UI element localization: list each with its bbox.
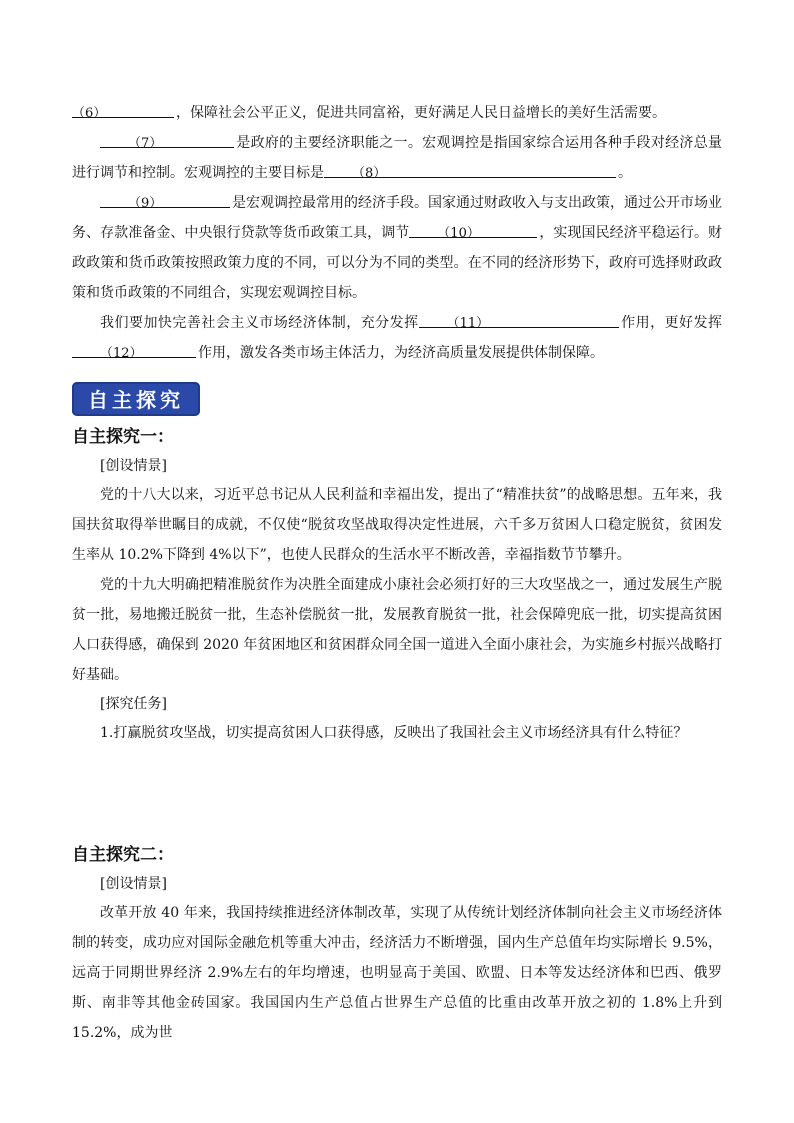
answer-blank-7[interactable]: （7） xyxy=(100,128,234,148)
section-2-heading: 自主探究二： xyxy=(72,845,174,865)
fill-paragraph-1: （6） ，保障社会公平正义，促进共同富裕，更好满足人民日益增长的美好生活需要。 xyxy=(72,98,722,128)
fill-paragraph-2: （7） 是政府的主要经济职能之一。宏观调控是指国家综合运用各种手段对经济总量进行调节和控制。宏观调控的主要目标是 （8） 。 xyxy=(72,128,722,188)
section-1-scene-label: [创设情景] xyxy=(100,458,167,474)
section-1-task-1: 1.打赢脱贫攻坚战，切实提高贫困人口获得感，反映出了我国社会主义市场经济具有什么特征？ xyxy=(100,725,688,741)
section-1-para-2: 党的十九大明确把精准脱贫作为决胜全面建成小康社会必须打好的三大攻坚战之一，通过发展生产脱贫一批，易地搬迁脱贫一批，生态补偿脱贫一批，发展教育脱贫一批，社会保障兜底一批，切实提高贫困人口获得感，确保到 2020 年贫困地区和贫困群众同全国一道进入全面小康社会，为实施乡村振兴战略打好基础。 xyxy=(72,577,722,683)
section-1-task-label: [探究任务] xyxy=(100,696,167,712)
section-1-heading: 自主探究一： xyxy=(72,427,174,447)
section-badge: 自主探究 xyxy=(72,382,200,416)
document-page xyxy=(72,98,722,1048)
fill-paragraph-4: 我们要加快完善社会主义市场经济体制，充分发挥 （11） 作用，更好发挥（12） 作用，激发各类市场主体活力，为经济高质量发展提供体制保障。 xyxy=(72,308,722,368)
answer-blank-6[interactable]: （6） xyxy=(72,98,174,118)
section-2-scene-label: [创设情景] xyxy=(100,876,167,892)
fill-paragraph-3: （9） 是宏观调控最常用的经济手段。国家通过财政收入与支出政策，通过公开市场业务、存款准备金、中央银行贷款等货币政策工具，调节 （10） ，实现国民经济平稳运行。财政政策和货币政策按照政策力度的不同，可以分为不同的类型。在不同的经济形势下，政府可选择财政政策和货币政策的不同组合，实现宏观调控目标。 xyxy=(72,188,722,308)
answer-blank-11[interactable]: （11） xyxy=(419,308,619,328)
section-2-para-1: 改革开放 40 年来，我国持续推进经济体制改革，实现了从传统计划经济体制向社会主义市场经济体制的转变，成功应对国际金融危机等重大冲击，经济活力不断增强，国内生产总值年均实际增长 9.5%，远高于同期世界经济 2.9%左右的年均增速，也明显高于美国、欧盟、日本等发达经济体和巴西、俄罗斯、南非等其他金砖国家。我国国内生产总值占世界生产总值的比重由改革开放之初的 1.8%上升到 15.2%，成为世 xyxy=(72,905,722,1041)
answer-blank-12[interactable]: （12） xyxy=(72,338,196,358)
answer-blank-10[interactable]: （10） xyxy=(409,218,537,238)
answer-blank-8[interactable]: （8） xyxy=(324,158,616,178)
answer-blank-9[interactable]: （9） xyxy=(100,188,230,208)
section-1-para-1: 党的十八大以来，习近平总书记从人民利益和幸福出发，提出了“精准扶贫”的战略思想。五年来，我国扶贫取得举世瞩目的成就，不仅使“脱贫攻坚战取得决定性进展，六千多万贫困人口稳定脱贫，贫困发生率从 10.2%下降到 4%以下”，也使人民群众的生活水平不断改善，幸福指数节节攀升。 xyxy=(72,487,722,563)
answer-space[interactable] xyxy=(72,748,722,840)
